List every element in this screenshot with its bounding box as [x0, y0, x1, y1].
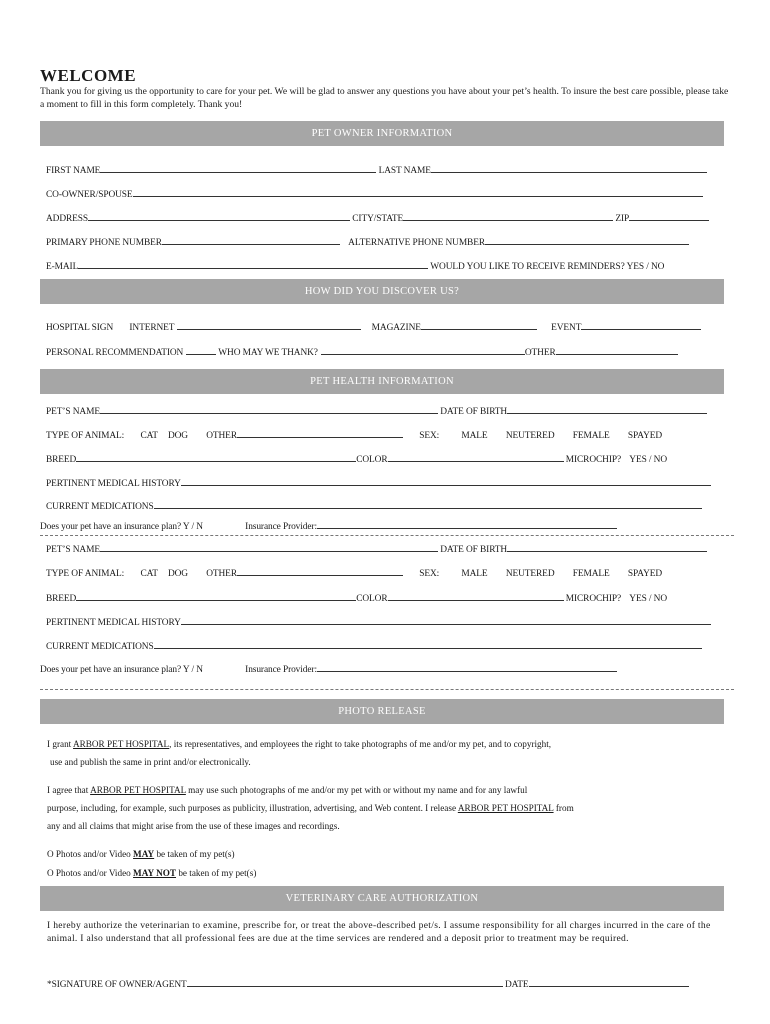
pet1-dob-field[interactable]	[507, 405, 707, 414]
photo-text: I grant	[47, 739, 74, 749]
photo-option-may-not[interactable]	[47, 867, 727, 879]
event-field[interactable]	[581, 321, 701, 330]
signature-row	[47, 978, 689, 990]
personal-recommendation-field[interactable]	[186, 346, 216, 355]
pet2-color-field[interactable]	[388, 592, 564, 601]
photo-text: from	[553, 803, 574, 813]
last-name-label: LAST NAME	[378, 166, 431, 176]
first-name-label: FIRST NAME	[46, 166, 101, 176]
phone-row	[46, 236, 689, 248]
pet1-spayed-option[interactable]: SPAYED	[627, 431, 663, 441]
personal-recommendation-option[interactable]: PERSONAL RECOMMENDATION	[46, 348, 184, 358]
last-name-field[interactable]	[431, 164, 707, 173]
pet2-microchip-label: MICROCHIP?	[565, 594, 622, 604]
pet2-name-field[interactable]	[100, 543, 438, 552]
pet2-insurance-question[interactable]: Does your pet have an insurance plan? Y / N	[40, 665, 203, 675]
pet2-breed-label: BREED	[46, 594, 77, 604]
page-title: WELCOME	[40, 66, 137, 85]
pet2-other-field[interactable]	[237, 567, 403, 576]
pet1-insurance-row	[40, 520, 617, 532]
address-field[interactable]	[88, 212, 350, 221]
photo-option-text: O Photos and/or Video	[47, 849, 134, 859]
date-field[interactable]	[529, 978, 689, 987]
photo-option-text: O Photos and/or Video	[47, 868, 134, 878]
event-option[interactable]: EVENT	[551, 323, 582, 333]
internet-field[interactable]	[177, 321, 361, 330]
pet2-cat-option[interactable]: CAT	[140, 569, 158, 579]
pet1-cat-option[interactable]: CAT	[140, 431, 158, 441]
pet1-color-label: COLOR	[356, 455, 388, 465]
zip-label: ZIP	[615, 214, 630, 224]
pet1-female-option[interactable]: FEMALE	[572, 431, 610, 441]
pet1-type-label: TYPE OF ANIMAL:	[46, 431, 125, 441]
photo-text: purpose, including, for example, such purposes as publicity, illustration, advertising, and Web content. I release	[47, 803, 458, 813]
intro-text: Thank you for giving us the opportunity to care for your pet. We will be glad to answer any questions you have about your pet’s health. To insure the best care possible, please take a moment to fill in this form completely. Thank you!	[40, 86, 729, 110]
pet1-sex-label: SEX:	[419, 431, 440, 441]
pet1-breed-field[interactable]	[76, 453, 356, 462]
pet2-medications-row	[46, 640, 702, 652]
pet1-color-field[interactable]	[388, 453, 564, 462]
first-name-field[interactable]	[100, 164, 376, 173]
date-label: DATE	[504, 980, 529, 990]
pet1-name-field[interactable]	[100, 405, 438, 414]
email-row	[46, 260, 664, 272]
pet2-type-row	[46, 567, 726, 579]
pet1-medications-row	[46, 500, 702, 512]
pet1-neutered-option[interactable]: NEUTERED	[505, 431, 555, 441]
pet1-medications-label: CURRENT MEDICATIONS	[46, 502, 154, 512]
pet1-name-row	[46, 405, 707, 417]
city-state-field[interactable]	[403, 212, 613, 221]
photo-text: , its representatives, and employees the right to take photographs of me and/or my pet, and to copyright,	[169, 739, 552, 749]
co-owner-row	[46, 188, 703, 200]
pet2-history-field[interactable]	[181, 616, 711, 625]
pet1-type-row	[46, 429, 726, 441]
pet2-sex-label: SEX:	[419, 569, 440, 579]
email-field[interactable]	[78, 260, 428, 269]
hospital-sign-option[interactable]: HOSPITAL SIGN	[46, 323, 114, 333]
hospital-name: ARBOR PET HOSPITAL	[90, 785, 186, 795]
photo-grant-paragraph	[47, 738, 727, 750]
email-label: E-MAIL	[46, 262, 79, 272]
pet1-microchip-yes-no[interactable]: YES / NO	[629, 455, 668, 465]
who-thank-field[interactable]	[321, 346, 525, 355]
pet1-history-label: PERTINENT MEDICAL HISTORY	[46, 479, 181, 489]
photo-grant-paragraph-cont: use and publish the same in print and/or electronically.	[50, 757, 251, 767]
pet2-type-label: TYPE OF ANIMAL:	[46, 569, 125, 579]
alt-phone-field[interactable]	[485, 236, 689, 245]
discover-row-2	[46, 346, 678, 358]
pet1-insurance-question[interactable]: Does your pet have an insurance plan? Y / N	[40, 522, 203, 532]
pet2-insurance-row	[40, 663, 617, 675]
primary-phone-label: PRIMARY PHONE NUMBER	[46, 238, 162, 248]
photo-text: I agree that	[47, 785, 91, 795]
photo-option-may[interactable]	[47, 848, 727, 860]
pet2-dob-label: DATE OF BIRTH	[440, 545, 508, 555]
photo-option-text: be taken of my pet(s)	[154, 849, 235, 859]
pet2-name-label: PET’S NAME	[46, 545, 100, 555]
section-header-vet: VETERINARY CARE AUTHORIZATION	[40, 886, 724, 911]
pet2-microchip-yes-no[interactable]: YES / NO	[629, 594, 668, 604]
photo-agree-line-3: any and all claims that might arise from the use of these images and recordings.	[47, 821, 340, 831]
pet1-breed-row	[46, 453, 667, 465]
may-label: MAY	[133, 849, 155, 859]
pet2-provider-label: Insurance Provider:	[245, 665, 317, 675]
pet1-dob-label: DATE OF BIRTH	[440, 407, 508, 417]
signature-field[interactable]	[187, 978, 503, 987]
pet2-history-row	[46, 616, 711, 628]
pet2-history-label: PERTINENT MEDICAL HISTORY	[46, 618, 181, 628]
pet-divider	[40, 689, 734, 690]
pet1-history-row	[46, 477, 711, 489]
section-header-health: PET HEALTH INFORMATION	[40, 369, 724, 394]
other-option[interactable]: OTHER	[524, 348, 556, 358]
co-owner-field[interactable]	[133, 188, 703, 197]
magazine-option[interactable]: MAGAZINE	[371, 323, 421, 333]
photo-agree-line-1	[47, 784, 727, 796]
pet2-breed-field[interactable]	[76, 592, 356, 601]
discover-row-1	[46, 321, 701, 333]
magazine-field[interactable]	[421, 321, 537, 330]
pet2-name-row	[46, 543, 707, 555]
signature-label: *SIGNATURE OF OWNER/AGENT	[47, 980, 187, 990]
pet2-female-option[interactable]: FEMALE	[572, 569, 610, 579]
co-owner-label: CO-OWNER/SPOUSE	[46, 190, 133, 200]
pet1-history-field[interactable]	[181, 477, 711, 486]
pet2-dob-field[interactable]	[507, 543, 707, 552]
pet1-provider-field[interactable]	[317, 520, 617, 529]
who-thank-label: WHO MAY WE THANK?	[218, 348, 318, 358]
pet2-medications-label: CURRENT MEDICATIONS	[46, 642, 154, 652]
pet1-name-label: PET’S NAME	[46, 407, 100, 417]
city-state-label: CITY/STATE	[352, 214, 404, 224]
pet1-dog-option[interactable]: DOG	[167, 431, 188, 441]
pet2-color-label: COLOR	[356, 594, 388, 604]
pet1-breed-label: BREED	[46, 455, 77, 465]
section-header-owner: PET OWNER INFORMATION	[40, 121, 724, 146]
photo-agree-line-2	[47, 802, 727, 814]
pet2-male-option[interactable]: MALE	[461, 569, 488, 579]
pet2-provider-field[interactable]	[317, 663, 617, 672]
reminders-label: WOULD YOU LIKE TO RECEIVE REMINDERS?	[430, 262, 625, 272]
pet2-dog-option[interactable]: DOG	[167, 569, 188, 579]
pet2-neutered-option[interactable]: NEUTERED	[505, 569, 555, 579]
reminders-yes-no[interactable]: YES / NO	[626, 262, 665, 272]
zip-field[interactable]	[629, 212, 709, 221]
vet-authorization-text: I hereby authorize the veterinarian to examine, prescribe for, or treat the above-described pet/s. I assume responsibility for all charges incurred in the care of the animal. I also understand that all professional fees are due at the time services are rendered and a deposit prior to treatment may be required.	[47, 920, 711, 944]
hospital-name: ARBOR PET HOSPITAL	[457, 803, 554, 813]
pet1-other-field[interactable]	[237, 429, 403, 438]
first-name-row	[46, 164, 707, 176]
pet2-breed-row	[46, 592, 667, 604]
internet-option[interactable]: INTERNET	[129, 323, 175, 333]
primary-phone-field[interactable]	[162, 236, 340, 245]
section-header-photo: PHOTO RELEASE	[40, 699, 724, 724]
alt-phone-label: ALTERNATIVE PHONE NUMBER	[348, 238, 485, 248]
pet-divider	[40, 535, 734, 536]
pet1-provider-label: Insurance Provider:	[245, 522, 317, 532]
address-label: ADDRESS	[46, 214, 89, 224]
photo-option-text: be taken of my pet(s)	[176, 868, 257, 878]
pet1-medications-field[interactable]	[154, 500, 702, 509]
hospital-name: ARBOR PET HOSPITAL	[73, 739, 170, 749]
pet2-spayed-option[interactable]: SPAYED	[627, 569, 663, 579]
section-header-discover: HOW DID YOU DISCOVER US?	[40, 279, 724, 304]
pet1-microchip-label: MICROCHIP?	[565, 455, 622, 465]
pet1-other-label[interactable]: OTHER	[206, 431, 237, 441]
may-not-label: MAY NOT	[133, 868, 177, 878]
pet2-medications-field[interactable]	[154, 640, 702, 649]
address-row	[46, 212, 709, 224]
pet2-other-label[interactable]: OTHER	[206, 569, 237, 579]
other-field[interactable]	[556, 346, 678, 355]
pet1-male-option[interactable]: MALE	[461, 431, 488, 441]
photo-text: may use such photographs of me and/or my pet with or without my name and for any lawful	[185, 785, 528, 795]
